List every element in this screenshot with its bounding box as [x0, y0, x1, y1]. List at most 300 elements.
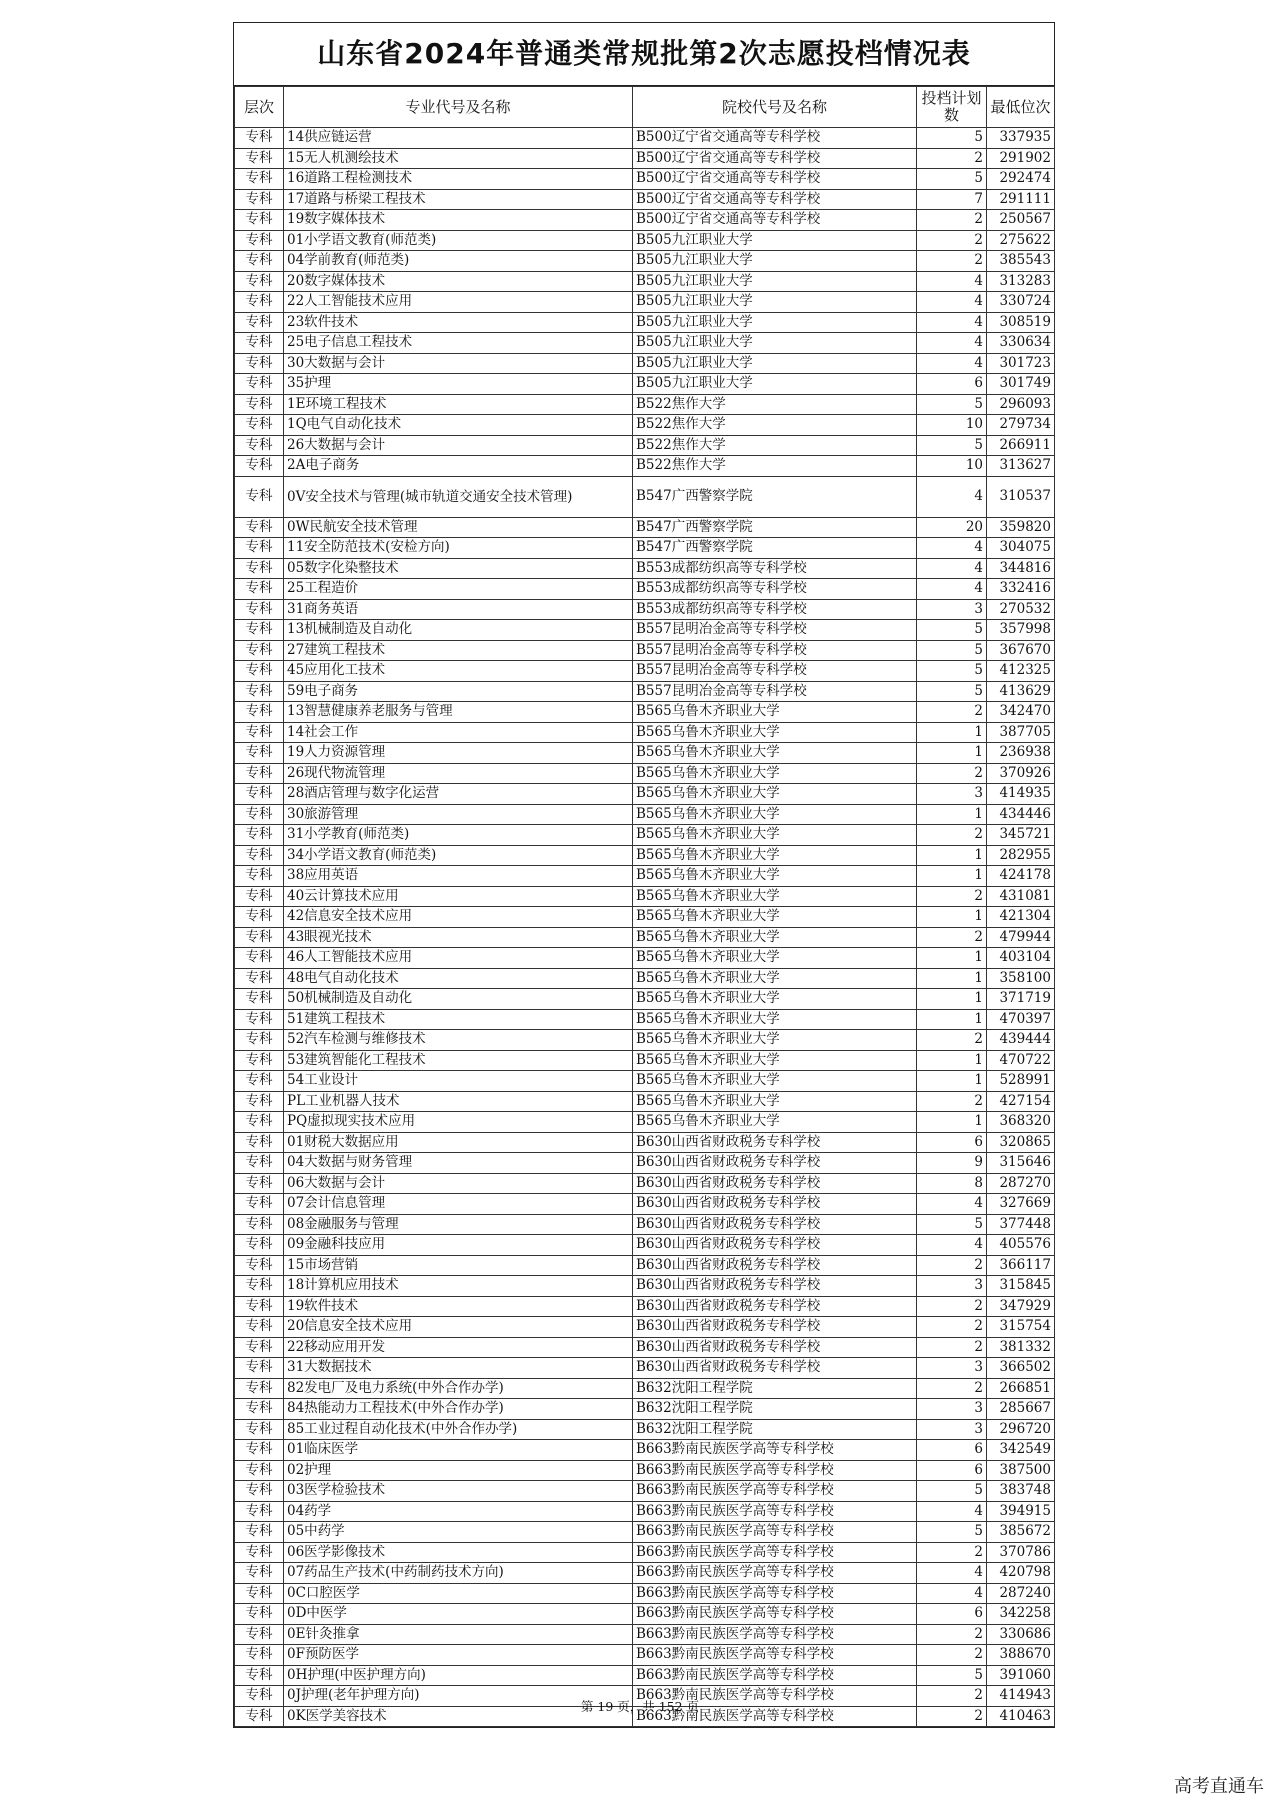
rank-cell: 310537	[987, 476, 1055, 517]
school-cell: B632沈阳工程学院	[633, 1399, 917, 1420]
plan-cell: 1	[917, 907, 987, 928]
table-row	[235, 1050, 1055, 1071]
table-row	[235, 907, 1055, 928]
major-cell: 40云计算技术应用	[284, 886, 633, 907]
major-cell: 09金融科技应用	[284, 1235, 633, 1256]
header-rank: 最低位次	[987, 87, 1055, 128]
level-cell: 专科	[235, 845, 284, 866]
level-cell: 专科	[235, 538, 284, 559]
page-title: 山东省2024年普通类常规批第2次志愿投档情况表	[234, 23, 1054, 86]
plan-cell: 2	[917, 1706, 987, 1727]
level-cell: 专科	[235, 1337, 284, 1358]
plan-cell: 1	[917, 1050, 987, 1071]
rank-cell: 315646	[987, 1153, 1055, 1174]
rank-cell: 296093	[987, 394, 1055, 415]
header-plan: 投档计划数	[917, 87, 987, 128]
major-cell: 0F预防医学	[284, 1645, 633, 1666]
plan-cell: 3	[917, 1276, 987, 1297]
major-cell: 28酒店管理与数字化运营	[284, 784, 633, 805]
rank-cell: 342549	[987, 1440, 1055, 1461]
rank-cell: 301749	[987, 374, 1055, 395]
school-cell: B630山西省财政税务专科学校	[633, 1132, 917, 1153]
school-cell: B630山西省财政税务专科学校	[633, 1296, 917, 1317]
table-row	[235, 1112, 1055, 1133]
school-cell: B522焦作大学	[633, 394, 917, 415]
level-cell: 专科	[235, 722, 284, 743]
rank-cell: 250567	[987, 210, 1055, 231]
level-cell: 专科	[235, 763, 284, 784]
table-row	[235, 1399, 1055, 1420]
rank-cell: 470397	[987, 1009, 1055, 1030]
major-cell: 25电子信息工程技术	[284, 333, 633, 354]
school-cell: B630山西省财政税务专科学校	[633, 1358, 917, 1379]
rank-cell: 296720	[987, 1419, 1055, 1440]
rank-cell: 381332	[987, 1337, 1055, 1358]
plan-cell: 10	[917, 415, 987, 436]
school-cell: B632沈阳工程学院	[633, 1378, 917, 1399]
plan-cell: 1	[917, 1009, 987, 1030]
table-row	[235, 1337, 1055, 1358]
level-cell: 专科	[235, 579, 284, 600]
plan-cell: 5	[917, 620, 987, 641]
level-cell: 专科	[235, 927, 284, 948]
level-cell: 专科	[235, 558, 284, 579]
school-cell: B663黔南民族医学高等专科学校	[633, 1706, 917, 1727]
plan-cell: 5	[917, 1214, 987, 1235]
plan-cell: 2	[917, 148, 987, 169]
school-cell: B565乌鲁木齐职业大学	[633, 743, 917, 764]
rank-cell: 291902	[987, 148, 1055, 169]
level-cell: 专科	[235, 1686, 284, 1707]
major-cell: 07会计信息管理	[284, 1194, 633, 1215]
table-row	[235, 1235, 1055, 1256]
table-row	[235, 1153, 1055, 1174]
major-cell: 0W民航安全技术管理	[284, 517, 633, 538]
plan-cell: 2	[917, 763, 987, 784]
plan-cell: 3	[917, 599, 987, 620]
plan-cell: 2	[917, 927, 987, 948]
level-cell: 专科	[235, 1501, 284, 1522]
rank-cell: 410463	[987, 1706, 1055, 1727]
level-cell: 专科	[235, 230, 284, 251]
rank-cell: 347929	[987, 1296, 1055, 1317]
rank-cell: 320865	[987, 1132, 1055, 1153]
school-cell: B505九江职业大学	[633, 251, 917, 272]
admission-table	[234, 86, 1055, 1727]
plan-cell: 2	[917, 1645, 987, 1666]
level-cell: 专科	[235, 804, 284, 825]
major-cell: 30大数据与会计	[284, 353, 633, 374]
school-cell: B547广西警察学院	[633, 517, 917, 538]
school-cell: B505九江职业大学	[633, 374, 917, 395]
table-row	[235, 456, 1055, 477]
major-cell: 0K医学美容技术	[284, 1706, 633, 1727]
school-cell: B522焦作大学	[633, 435, 917, 456]
rank-cell: 359820	[987, 517, 1055, 538]
plan-cell: 4	[917, 538, 987, 559]
table-row	[235, 1522, 1055, 1543]
major-cell: 01小学语文教育(师范类)	[284, 230, 633, 251]
rank-cell: 345721	[987, 825, 1055, 846]
school-cell: B553成都纺织高等专科学校	[633, 558, 917, 579]
level-cell: 专科	[235, 1665, 284, 1686]
level-cell: 专科	[235, 1399, 284, 1420]
level-cell: 专科	[235, 907, 284, 928]
level-cell: 专科	[235, 1604, 284, 1625]
major-cell: 20数字媒体技术	[284, 271, 633, 292]
rank-cell: 327669	[987, 1194, 1055, 1215]
table-row	[235, 1604, 1055, 1625]
plan-cell: 1	[917, 1071, 987, 1092]
major-cell: 53建筑智能化工程技术	[284, 1050, 633, 1071]
level-cell: 专科	[235, 886, 284, 907]
rank-cell: 337935	[987, 128, 1055, 149]
school-cell: B565乌鲁木齐职业大学	[633, 866, 917, 887]
level-cell: 专科	[235, 599, 284, 620]
level-cell: 专科	[235, 1378, 284, 1399]
plan-cell: 2	[917, 210, 987, 231]
plan-cell: 4	[917, 476, 987, 517]
major-cell: 31商务英语	[284, 599, 633, 620]
level-cell: 专科	[235, 435, 284, 456]
plan-cell: 6	[917, 1132, 987, 1153]
plan-cell: 1	[917, 866, 987, 887]
major-cell: 38应用英语	[284, 866, 633, 887]
level-cell: 专科	[235, 333, 284, 354]
rank-cell: 315845	[987, 1276, 1055, 1297]
school-cell: B500辽宁省交通高等专科学校	[633, 148, 917, 169]
major-cell: 0H护理(中医护理方向)	[284, 1665, 633, 1686]
plan-cell: 1	[917, 948, 987, 969]
table-row	[235, 1665, 1055, 1686]
rank-cell: 413629	[987, 681, 1055, 702]
school-cell: B663黔南民族医学高等专科学校	[633, 1686, 917, 1707]
level-cell: 专科	[235, 1050, 284, 1071]
major-cell: 0E针灸推拿	[284, 1624, 633, 1645]
plan-cell: 9	[917, 1153, 987, 1174]
school-cell: B663黔南民族医学高等专科学校	[633, 1583, 917, 1604]
level-cell: 专科	[235, 784, 284, 805]
school-cell: B565乌鲁木齐职业大学	[633, 763, 917, 784]
school-cell: B557昆明冶金高等专科学校	[633, 640, 917, 661]
plan-cell: 5	[917, 681, 987, 702]
plan-cell: 4	[917, 1563, 987, 1584]
plan-cell: 20	[917, 517, 987, 538]
rank-cell: 279734	[987, 415, 1055, 436]
admission-sheet	[233, 22, 1055, 1728]
level-cell: 专科	[235, 702, 284, 723]
plan-cell: 7	[917, 189, 987, 210]
level-cell: 专科	[235, 1460, 284, 1481]
major-cell: 51建筑工程技术	[284, 1009, 633, 1030]
plan-cell: 3	[917, 1399, 987, 1420]
table-row	[235, 1460, 1055, 1481]
rank-cell: 342470	[987, 702, 1055, 723]
school-cell: B630山西省财政税务专科学校	[633, 1153, 917, 1174]
school-cell: B565乌鲁木齐职业大学	[633, 886, 917, 907]
major-cell: 22人工智能技术应用	[284, 292, 633, 313]
plan-cell: 2	[917, 1317, 987, 1338]
major-cell: 31小学教育(师范类)	[284, 825, 633, 846]
plan-cell: 1	[917, 845, 987, 866]
table-row	[235, 169, 1055, 190]
table-row	[235, 128, 1055, 149]
table-row	[235, 1173, 1055, 1194]
plan-cell: 2	[917, 1624, 987, 1645]
school-cell: B505九江职业大学	[633, 353, 917, 374]
major-cell: PQ虚拟现实技术应用	[284, 1112, 633, 1133]
major-cell: 30旅游管理	[284, 804, 633, 825]
rank-cell: 371719	[987, 989, 1055, 1010]
rank-cell: 266911	[987, 435, 1055, 456]
school-cell: B565乌鲁木齐职业大学	[633, 804, 917, 825]
major-cell: 84热能动力工程技术(中外合作办学)	[284, 1399, 633, 1420]
rank-cell: 292474	[987, 169, 1055, 190]
level-cell: 专科	[235, 1481, 284, 1502]
rank-cell: 291111	[987, 189, 1055, 210]
table-row	[235, 804, 1055, 825]
plan-cell: 4	[917, 1501, 987, 1522]
major-cell: 19人力资源管理	[284, 743, 633, 764]
header-level: 层次	[235, 87, 284, 128]
major-cell: 31大数据技术	[284, 1358, 633, 1379]
school-cell: B553成都纺织高等专科学校	[633, 599, 917, 620]
table-row	[235, 1194, 1055, 1215]
rank-cell: 412325	[987, 661, 1055, 682]
level-cell: 专科	[235, 1317, 284, 1338]
major-cell: 34小学语文教育(师范类)	[284, 845, 633, 866]
major-cell: 0C口腔医学	[284, 1583, 633, 1604]
table-row	[235, 968, 1055, 989]
major-cell: 43眼视光技术	[284, 927, 633, 948]
level-cell: 专科	[235, 1522, 284, 1543]
rank-cell: 301723	[987, 353, 1055, 374]
table-row	[235, 538, 1055, 559]
level-cell: 专科	[235, 620, 284, 641]
table-row	[235, 1481, 1055, 1502]
major-cell: PL工业机器人技术	[284, 1091, 633, 1112]
school-cell: B663黔南民族医学高等专科学校	[633, 1645, 917, 1666]
level-cell: 专科	[235, 743, 284, 764]
rank-cell: 282955	[987, 845, 1055, 866]
plan-cell: 4	[917, 312, 987, 333]
major-cell: 54工业设计	[284, 1071, 633, 1092]
rank-cell: 431081	[987, 886, 1055, 907]
level-cell: 专科	[235, 1255, 284, 1276]
table-row	[235, 1645, 1055, 1666]
school-cell: B565乌鲁木齐职业大学	[633, 1030, 917, 1051]
major-cell: 23软件技术	[284, 312, 633, 333]
school-cell: B565乌鲁木齐职业大学	[633, 1071, 917, 1092]
major-cell: 1Q电气自动化技术	[284, 415, 633, 436]
rank-cell: 344816	[987, 558, 1055, 579]
school-cell: B663黔南民族医学高等专科学校	[633, 1624, 917, 1645]
table-row	[235, 1563, 1055, 1584]
plan-cell: 5	[917, 1665, 987, 1686]
table-row	[235, 702, 1055, 723]
rank-cell: 421304	[987, 907, 1055, 928]
level-cell: 专科	[235, 948, 284, 969]
plan-cell: 3	[917, 1358, 987, 1379]
school-cell: B565乌鲁木齐职业大学	[633, 845, 917, 866]
school-cell: B505九江职业大学	[633, 333, 917, 354]
rank-cell: 366502	[987, 1358, 1055, 1379]
table-row	[235, 1296, 1055, 1317]
major-cell: 46人工智能技术应用	[284, 948, 633, 969]
school-cell: B630山西省财政税务专科学校	[633, 1194, 917, 1215]
school-cell: B547广西警察学院	[633, 538, 917, 559]
table-row	[235, 1378, 1055, 1399]
level-cell: 专科	[235, 825, 284, 846]
table-row	[235, 620, 1055, 641]
level-cell: 专科	[235, 394, 284, 415]
table-row	[235, 312, 1055, 333]
plan-cell: 2	[917, 251, 987, 272]
plan-cell: 5	[917, 394, 987, 415]
header-major: 专业代号及名称	[284, 87, 633, 128]
school-cell: B565乌鲁木齐职业大学	[633, 825, 917, 846]
school-cell: B663黔南民族医学高等专科学校	[633, 1563, 917, 1584]
rank-cell: 270532	[987, 599, 1055, 620]
level-cell: 专科	[235, 1173, 284, 1194]
school-cell: B565乌鲁木齐职业大学	[633, 989, 917, 1010]
school-cell: B522焦作大学	[633, 415, 917, 436]
table-row	[235, 1542, 1055, 1563]
level-cell: 专科	[235, 1009, 284, 1030]
school-cell: B565乌鲁木齐职业大学	[633, 968, 917, 989]
table-row	[235, 1501, 1055, 1522]
rank-cell: 367670	[987, 640, 1055, 661]
level-cell: 专科	[235, 1419, 284, 1440]
major-cell: 0D中医学	[284, 1604, 633, 1625]
major-cell: 11安全防范技术(安检方向)	[284, 538, 633, 559]
rank-cell: 394915	[987, 1501, 1055, 1522]
rank-cell: 403104	[987, 948, 1055, 969]
plan-cell: 4	[917, 353, 987, 374]
school-cell: B632沈阳工程学院	[633, 1419, 917, 1440]
rank-cell: 313283	[987, 271, 1055, 292]
rank-cell: 315754	[987, 1317, 1055, 1338]
plan-cell: 2	[917, 825, 987, 846]
level-cell: 专科	[235, 189, 284, 210]
plan-cell: 5	[917, 1522, 987, 1543]
table-row	[235, 1276, 1055, 1297]
table-row	[235, 640, 1055, 661]
school-cell: B565乌鲁木齐职业大学	[633, 948, 917, 969]
major-cell: 52汽车检测与维修技术	[284, 1030, 633, 1051]
table-row	[235, 558, 1055, 579]
school-cell: B630山西省财政税务专科学校	[633, 1255, 917, 1276]
major-cell: 05数字化染整技术	[284, 558, 633, 579]
table-row	[235, 1132, 1055, 1153]
level-cell: 专科	[235, 1706, 284, 1727]
school-cell: B663黔南民族医学高等专科学校	[633, 1665, 917, 1686]
level-cell: 专科	[235, 1296, 284, 1317]
major-cell: 18计算机应用技术	[284, 1276, 633, 1297]
plan-cell: 4	[917, 1194, 987, 1215]
plan-cell: 5	[917, 435, 987, 456]
table-row	[235, 681, 1055, 702]
major-cell: 07药品生产技术(中药制药技术方向)	[284, 1563, 633, 1584]
plan-cell: 4	[917, 1235, 987, 1256]
table-row	[235, 579, 1055, 600]
plan-cell: 2	[917, 1542, 987, 1563]
rank-cell: 332416	[987, 579, 1055, 600]
level-cell: 专科	[235, 1563, 284, 1584]
major-cell: 13机械制造及自动化	[284, 620, 633, 641]
school-cell: B565乌鲁木齐职业大学	[633, 702, 917, 723]
level-cell: 专科	[235, 148, 284, 169]
school-cell: B557昆明冶金高等专科学校	[633, 681, 917, 702]
level-cell: 专科	[235, 271, 284, 292]
plan-cell: 5	[917, 640, 987, 661]
school-cell: B500辽宁省交通高等专科学校	[633, 210, 917, 231]
rank-cell: 439444	[987, 1030, 1055, 1051]
level-cell: 专科	[235, 1583, 284, 1604]
level-cell: 专科	[235, 661, 284, 682]
rank-cell: 424178	[987, 866, 1055, 887]
plan-cell: 6	[917, 1604, 987, 1625]
rank-cell: 236938	[987, 743, 1055, 764]
major-cell: 26现代物流管理	[284, 763, 633, 784]
rank-cell: 414943	[987, 1686, 1055, 1707]
rank-cell: 420798	[987, 1563, 1055, 1584]
plan-cell: 5	[917, 128, 987, 149]
header-school: 院校代号及名称	[633, 87, 917, 128]
plan-cell: 3	[917, 1419, 987, 1440]
level-cell: 专科	[235, 1542, 284, 1563]
table-row	[235, 230, 1055, 251]
level-cell: 专科	[235, 169, 284, 190]
level-cell: 专科	[235, 415, 284, 436]
table-row	[235, 271, 1055, 292]
rank-cell: 368320	[987, 1112, 1055, 1133]
rank-cell: 427154	[987, 1091, 1055, 1112]
plan-cell: 1	[917, 804, 987, 825]
school-cell: B565乌鲁木齐职业大学	[633, 907, 917, 928]
major-cell: 20信息安全技术应用	[284, 1317, 633, 1338]
level-cell: 专科	[235, 374, 284, 395]
table-row	[235, 1440, 1055, 1461]
major-cell: 2A电子商务	[284, 456, 633, 477]
school-cell: B565乌鲁木齐职业大学	[633, 1009, 917, 1030]
level-cell: 专科	[235, 1214, 284, 1235]
level-cell: 专科	[235, 989, 284, 1010]
level-cell: 专科	[235, 1153, 284, 1174]
level-cell: 专科	[235, 1030, 284, 1051]
major-cell: 15无人机测绘技术	[284, 148, 633, 169]
plan-cell: 8	[917, 1173, 987, 1194]
rank-cell: 470722	[987, 1050, 1055, 1071]
table-row	[235, 845, 1055, 866]
table-row	[235, 763, 1055, 784]
table-row	[235, 210, 1055, 231]
table-row	[235, 374, 1055, 395]
table-row	[235, 251, 1055, 272]
table-row	[235, 599, 1055, 620]
plan-cell: 2	[917, 1255, 987, 1276]
level-cell: 专科	[235, 968, 284, 989]
major-cell: 04大数据与财务管理	[284, 1153, 633, 1174]
level-cell: 专科	[235, 1358, 284, 1379]
major-cell: 13智慧健康养老服务与管理	[284, 702, 633, 723]
major-cell: 42信息安全技术应用	[284, 907, 633, 928]
plan-cell: 2	[917, 1296, 987, 1317]
rank-cell: 285667	[987, 1399, 1055, 1420]
rank-cell: 357998	[987, 620, 1055, 641]
major-cell: 35护理	[284, 374, 633, 395]
school-cell: B500辽宁省交通高等专科学校	[633, 128, 917, 149]
